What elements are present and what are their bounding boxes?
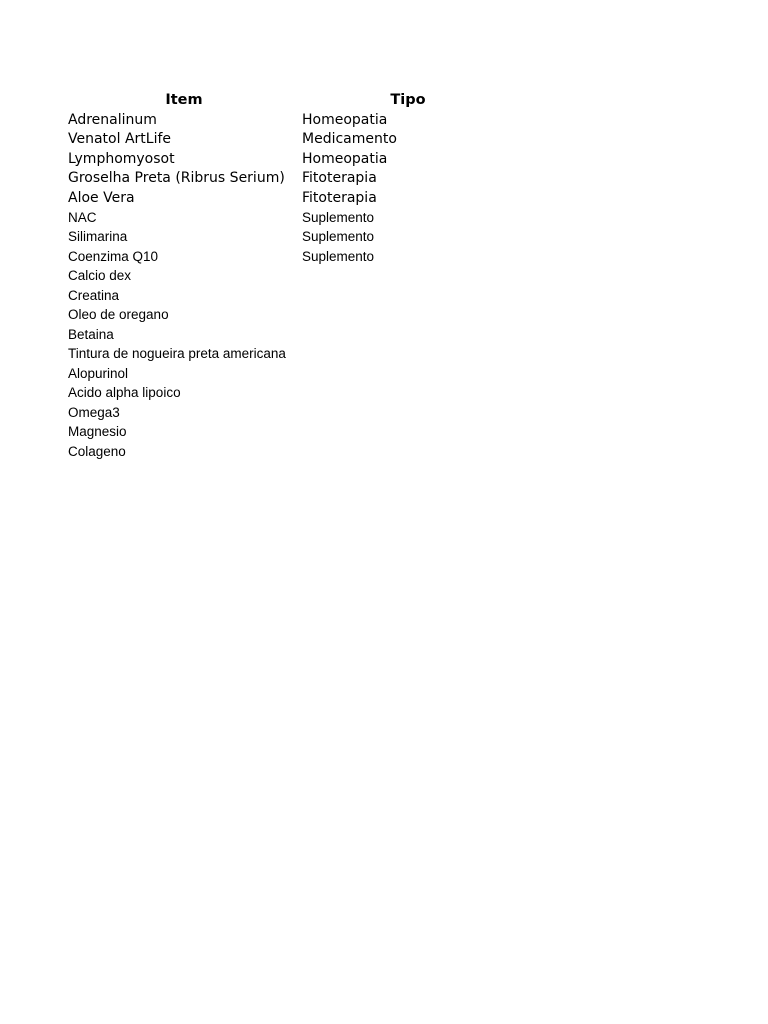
table-row: [68, 364, 516, 384]
item-cell: Calcio dex: [68, 268, 132, 284]
tipo-cell: [300, 344, 516, 364]
item-cell: Aloe Vera: [68, 189, 135, 206]
item-cell: Lymphomyosot: [68, 150, 175, 167]
table-row: [68, 442, 516, 462]
table-row: [68, 227, 516, 247]
item-cell: Silimarina: [68, 229, 128, 245]
tipo-cell: Suplemento: [302, 209, 375, 225]
table-row: [68, 188, 516, 208]
header-tipo: Tipo: [390, 92, 426, 108]
item-cell: Adrenalinum: [68, 111, 157, 128]
table-row: [68, 383, 516, 403]
item-type-table: [68, 90, 516, 461]
table-row: [68, 110, 516, 130]
table-row: [68, 422, 516, 442]
tipo-cell: Suplemento: [302, 248, 375, 264]
table-row: [68, 266, 516, 286]
tipo-cell: Fitoterapia: [302, 170, 377, 187]
table-row: [68, 208, 516, 228]
tipo-cell: [300, 266, 516, 286]
table-row: [68, 344, 516, 364]
table-row: [68, 247, 516, 267]
table-row: [68, 286, 516, 306]
tipo-cell: Suplemento: [302, 229, 375, 245]
item-cell: Magnesio: [68, 424, 127, 440]
tipo-cell: [300, 383, 516, 403]
item-cell: Tintura de nogueira preta americana: [68, 346, 286, 362]
table-row: [68, 305, 516, 325]
tipo-cell: [300, 422, 516, 442]
item-cell: Creatina: [68, 287, 120, 303]
item-cell: Alopurinol: [68, 365, 129, 381]
item-cell: Betaina: [68, 326, 114, 342]
item-cell: Omega3: [68, 404, 120, 420]
tipo-cell: Medicamento: [302, 131, 397, 148]
table-row: [68, 403, 516, 423]
tipo-cell: Homeopatia: [302, 111, 388, 128]
item-cell: Venatol ArtLife: [68, 131, 172, 148]
item-cell: NAC: [68, 209, 97, 225]
item-cell: Colageno: [68, 443, 126, 459]
item-cell: Oleo de oregano: [68, 307, 169, 323]
item-cell: Coenzima Q10: [68, 248, 159, 264]
table-row: [68, 149, 516, 169]
item-cell: Acido alpha lipoico: [68, 385, 181, 401]
tipo-cell: [300, 403, 516, 423]
table-row: [68, 130, 516, 150]
header-item: Item: [165, 92, 203, 108]
item-cell: Groselha Preta (Ribrus Serium): [68, 170, 285, 187]
tipo-cell: [300, 364, 516, 384]
tipo-cell: [300, 286, 516, 306]
table-row: [68, 169, 516, 189]
table-row: [68, 325, 516, 345]
tipo-cell: Homeopatia: [302, 150, 388, 167]
tipo-cell: [300, 305, 516, 325]
tipo-cell: Fitoterapia: [302, 189, 377, 206]
tipo-cell: [300, 325, 516, 345]
header-row: [68, 90, 516, 110]
spreadsheet-page: [68, 90, 516, 461]
tipo-cell: [300, 442, 516, 462]
